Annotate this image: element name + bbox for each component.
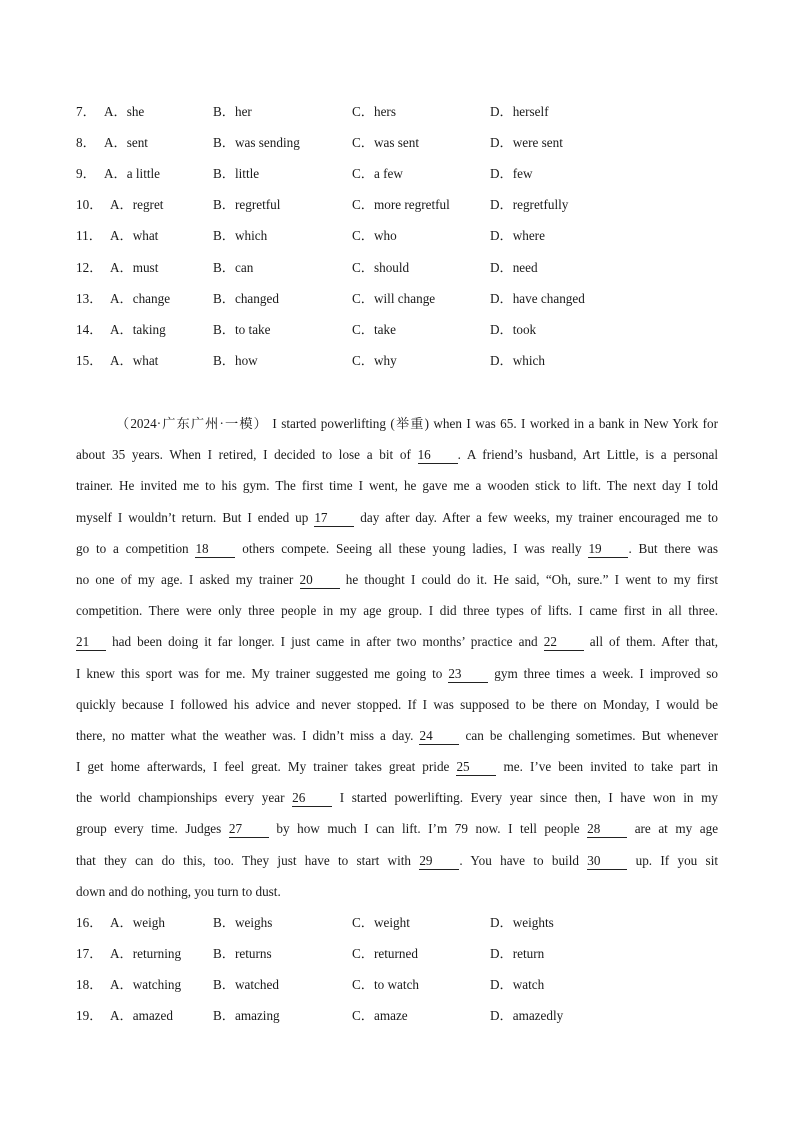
passage-text: trainer. He invited me to his gym. The first time I went, he gave me a wooden stick to lift. The next day I told [76,478,718,494]
option-d[interactable]: D．return [490,946,545,961]
option-d[interactable]: D．were sent [490,135,563,150]
question-number: 19． [76,1008,103,1023]
passage-text: all of them. After that, [589,634,719,650]
option-d[interactable]: D．weights [490,915,554,930]
blank-23: 23 [448,666,488,683]
option-d[interactable]: D．amazedly [490,1008,564,1023]
option-a[interactable]: A．she [104,104,145,119]
option-d[interactable]: D．regretfully [490,197,569,212]
passage-line [76,694,718,725]
blank-19: 19 [588,541,628,558]
option-a[interactable]: A．returning [110,946,182,961]
question-number: 12． [76,260,103,275]
option-d[interactable]: D．few [490,166,533,181]
option-c[interactable]: C．take [352,322,396,337]
passage-text: no one of my age. I asked my trainer [76,571,294,587]
passage-line [76,818,718,849]
option-c[interactable]: C．will change [352,291,436,306]
option-c[interactable]: C．was sent [352,135,420,150]
passage-line [76,538,718,569]
question-number: 13． [76,291,103,306]
blank-17: 17 [314,510,354,527]
passage-text: that they can do this, too. They just have to start with [76,852,411,868]
passage-text: had been doing it far longer. I just came in after two months’ practice and [112,634,538,650]
blank-18: 18 [195,541,235,558]
option-c[interactable]: C．more regretful [352,197,450,212]
question-number: 7． [76,104,96,119]
option-d[interactable]: D．herself [490,104,549,119]
passage-text: I started powerlifting. Every year since then, I have won in my [339,790,718,806]
option-b[interactable]: B．to take [213,322,271,337]
passage-text: gym three times a week. I improved so [494,665,719,681]
option-a[interactable]: A．a little [104,166,161,181]
option-d[interactable]: D．took [490,322,537,337]
option-a[interactable]: A．what [110,228,159,243]
passage-text: me. I’ve been invited to take part in [503,759,719,775]
passage-text: day after day. After a few weeks, my trainer encouraged me to [360,509,718,525]
option-c[interactable]: C．who [352,228,397,243]
option-a[interactable]: A．regret [110,197,164,212]
option-c[interactable]: C．hers [352,104,396,119]
question-number: 17． [76,946,103,961]
passage-line [76,663,718,694]
passage-line [76,850,718,881]
option-d[interactable]: D．need [490,260,538,275]
option-c[interactable]: C．why [352,353,397,368]
blank-30: 30 [587,853,627,870]
question-number: 14． [76,322,103,337]
blank-28: 28 [587,821,627,838]
passage-line [76,631,718,662]
passage-text: about 35 years. When I retired, I decided to lose a bit of [76,447,411,463]
blank-26: 26 [292,790,332,807]
option-b[interactable]: B．amazing [213,1008,280,1023]
option-b[interactable]: B．little [213,166,260,181]
passage-text: he thought I could do it. He said, “Oh, sure.” I went to my first [345,571,719,587]
passage-text: can be challenging sometimes. But whenever [465,727,718,743]
passage-text: I knew this sport was for me. My trainer suggested me going to [76,665,443,681]
passage-text: I get home afterwards, I feel great. My trainer takes great pride [76,759,450,775]
option-b[interactable]: B．changed [213,291,279,306]
cloze-passage [76,413,718,912]
blank-25: 25 [456,759,496,776]
option-c[interactable]: C．weight [352,915,410,930]
passage-text: . But there was [628,540,719,556]
blank-21: 21 [76,634,106,651]
passage-text: quickly because I followed his advice and never stopped. If I was supposed to be there on Monday, I would be [76,696,718,712]
passage-line [76,756,718,787]
option-b[interactable]: B．how [213,353,258,368]
blank-29: 29 [419,853,459,870]
passage-text: go to a competition [76,540,189,556]
passage-text: the world championships every year [76,790,285,806]
option-b[interactable]: B．weighs [213,915,273,930]
option-a[interactable]: A．must [110,260,159,275]
passage-line [76,444,718,475]
option-a[interactable]: A．taking [110,322,166,337]
question-number: 16． [76,915,103,930]
passage-line [76,600,718,631]
option-b[interactable]: B．which [213,228,268,243]
passage-text: down and do nothing, you turn to dust. [76,883,281,899]
option-b[interactable]: B．can [213,260,254,275]
passage-line [76,475,718,506]
passage-line [76,881,718,912]
option-a[interactable]: A．weigh [110,915,165,930]
passage-text: others compete. Seeing all these young ladies, I was really [242,540,582,556]
passage-text: by how much I can lift. I’m 79 now. I tell people [276,821,580,837]
blank-27: 27 [229,821,269,838]
passage-line [76,413,718,444]
question-number: 11． [76,228,102,243]
option-b[interactable]: B．her [213,104,252,119]
passage-text: group every time. Judges [76,821,222,837]
passage-text: （2024·广东广州·一模） I started powerlifting (举重) when I was 65. I worked in a bank in New York for [116,416,718,431]
question-number: 10． [76,197,103,212]
passage-text: . You have to build [459,852,579,868]
option-b[interactable]: B．regretful [213,197,281,212]
passage-text: up. If you sit [635,852,719,868]
option-a[interactable]: A．sent [104,135,148,150]
option-c[interactable]: C．amaze [352,1008,408,1023]
blank-20: 20 [300,572,340,589]
option-d[interactable]: D．which [490,353,545,368]
passage-line [76,787,718,818]
question-number: 8． [76,135,96,150]
question-number: 9． [76,166,96,181]
option-b[interactable]: B．returns [213,946,272,961]
option-d[interactable]: D．watch [490,977,545,992]
option-c[interactable]: C．to watch [352,977,420,992]
option-a[interactable]: A．watching [110,977,182,992]
passage-line [76,569,718,600]
option-c[interactable]: C．should [352,260,410,275]
option-c[interactable]: C．a few [352,166,403,181]
option-b[interactable]: B．was sending [213,135,300,150]
option-a[interactable]: A．what [110,353,159,368]
passage-text: are at my age [634,821,719,837]
passage-text: there, no matter what the weather was. I didn’t miss a day. [76,727,414,743]
option-a[interactable]: A．change [110,291,171,306]
blank-24: 24 [419,728,459,745]
passage-text: competition. There were only three people in my age group. I did three types of lifts. I came first in all three. [76,603,718,619]
passage-line [76,725,718,756]
option-a[interactable]: A．amazed [110,1008,173,1023]
passage-text: . A friend’s husband, Art Little, is a personal [457,447,718,463]
blank-22: 22 [544,634,584,651]
passage-line [76,507,718,538]
passage-text: myself I wouldn’t return. But I ended up [76,509,309,525]
option-b[interactable]: B．watched [213,977,279,992]
option-c[interactable]: C．returned [352,946,418,961]
option-d[interactable]: D．have changed [490,291,585,306]
option-d[interactable]: D．where [490,228,545,243]
question-number: 18． [76,977,103,992]
blank-16: 16 [418,447,458,464]
question-number: 15． [76,353,103,368]
